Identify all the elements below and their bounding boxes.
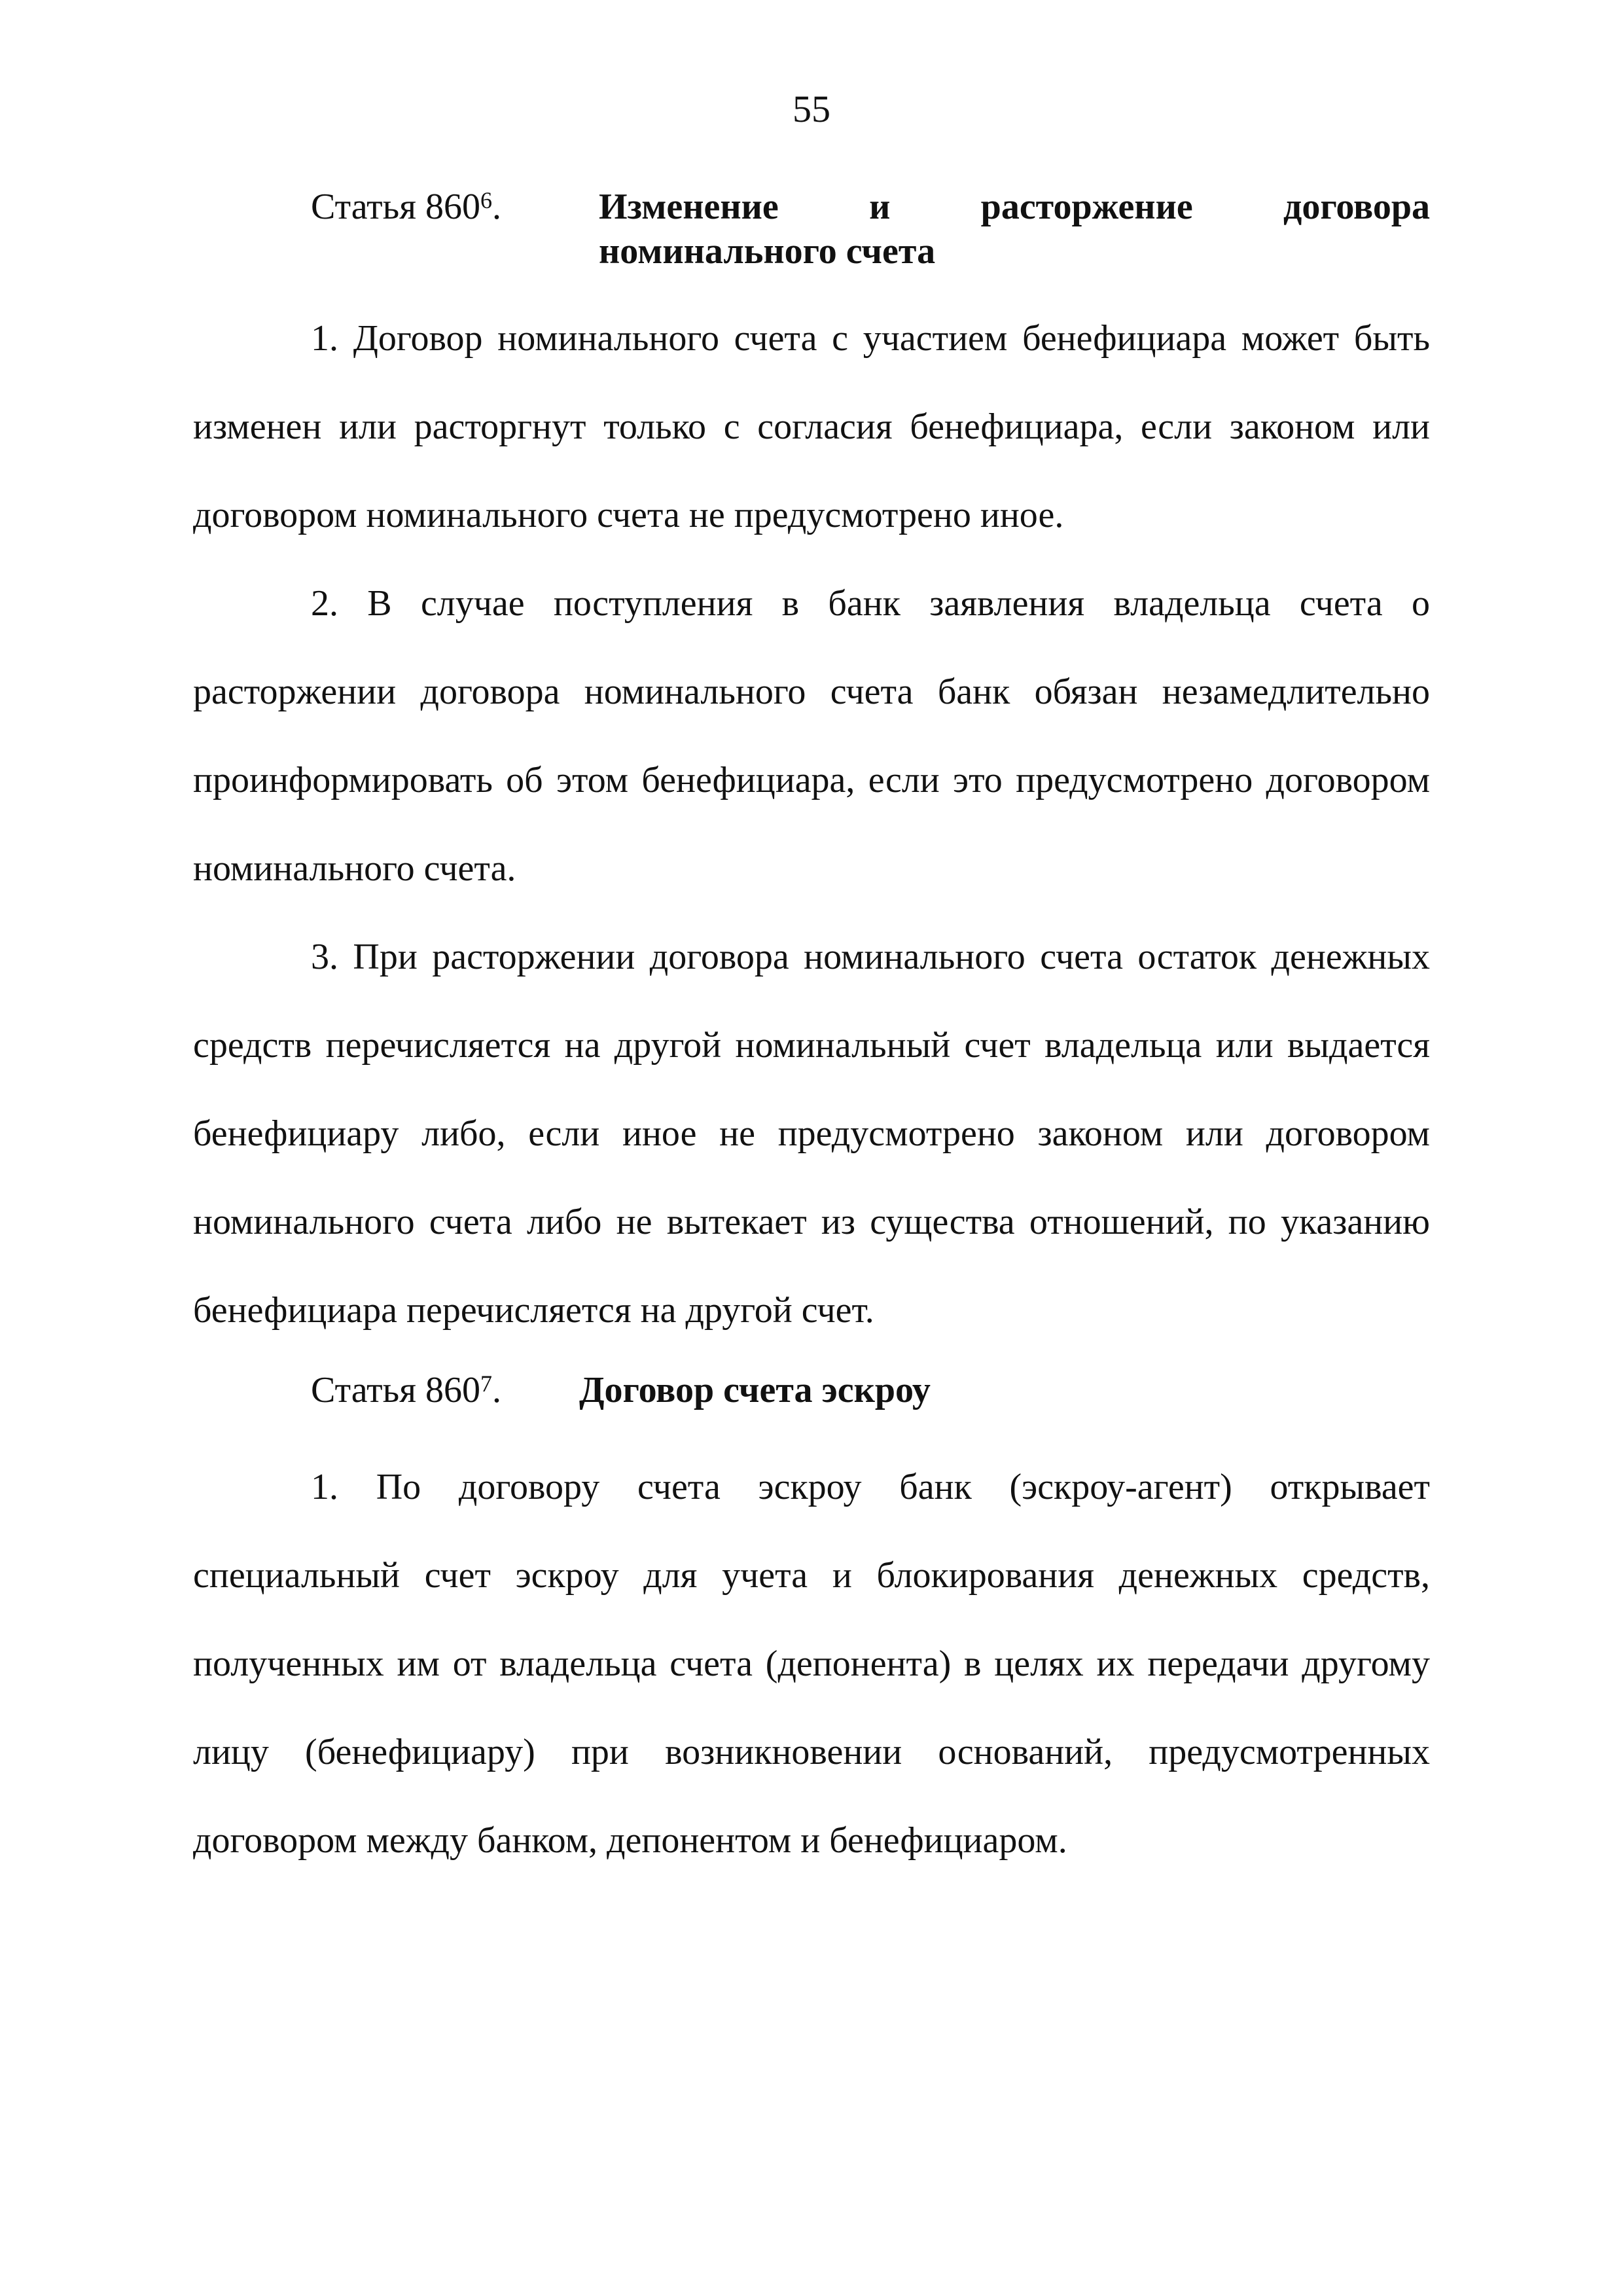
article-860-6-paragraph-2: 2. В случае поступления в банк заявления владельца счета о расторжении договора номинального счета банк обязан незамедлительно проинформировать об этом бенефициара, если это предусмотрено договором номинального счета.: [193, 583, 1430, 889]
article-label-prefix: Статья 860: [311, 1370, 480, 1410]
article-title-line-1: [599, 185, 1430, 229]
article-860-6-label: [311, 185, 501, 229]
article-label-suffix: .: [491, 187, 501, 227]
article-860-6-heading: [0, 185, 1623, 276]
title-word: и: [869, 187, 891, 227]
title-word: расторжение: [980, 187, 1193, 227]
article-860-7-heading: [0, 1368, 1623, 1420]
article-title-line-2: номинального счета: [599, 231, 936, 272]
article-860-7-label: [311, 1368, 501, 1412]
title-word: Изменение: [599, 187, 779, 227]
article-label-prefix: Статья 860: [311, 187, 480, 227]
title-word: договора: [1283, 187, 1430, 227]
article-label-suffix: .: [491, 1370, 501, 1410]
article-860-6-paragraph-3: 3. При расторжении договора номинального счета остаток денежных средств перечисляется на другой номинальный счет владельца или выдается бенефициару либо, если иное не предусмотрено законом или договором номинального счета либо не вытекает из существа отношений, по указанию бенефициара перечисляется на другой счет.: [193, 937, 1430, 1331]
article-860-6-paragraph-1: 1. Договор номинального счета с участием бенефициара может быть изменен или расторгнут только с согласия бенефициара, если законом или договором номинального счета не предусмотрено иное.: [193, 318, 1430, 535]
article-860-7-title: Договор счета эскроу: [579, 1370, 931, 1410]
article-860-6-title: [599, 185, 1430, 274]
article-label-superscript: 6: [480, 187, 492, 213]
article-860-7-paragraph-1: 1. По договору счета эскроу банк (эскроу-агент) открывает специальный счет эскроу для учета и блокирования денежных средств, полученных им от владельца счета (депонента) в целях их передачи другому лицу (бенефициару) при возникновении оснований, предусмотренных договором между банком, депонентом и бенефициаром.: [193, 1467, 1430, 1861]
article-label-superscript: 7: [480, 1371, 492, 1397]
page-number: 55: [793, 88, 830, 130]
